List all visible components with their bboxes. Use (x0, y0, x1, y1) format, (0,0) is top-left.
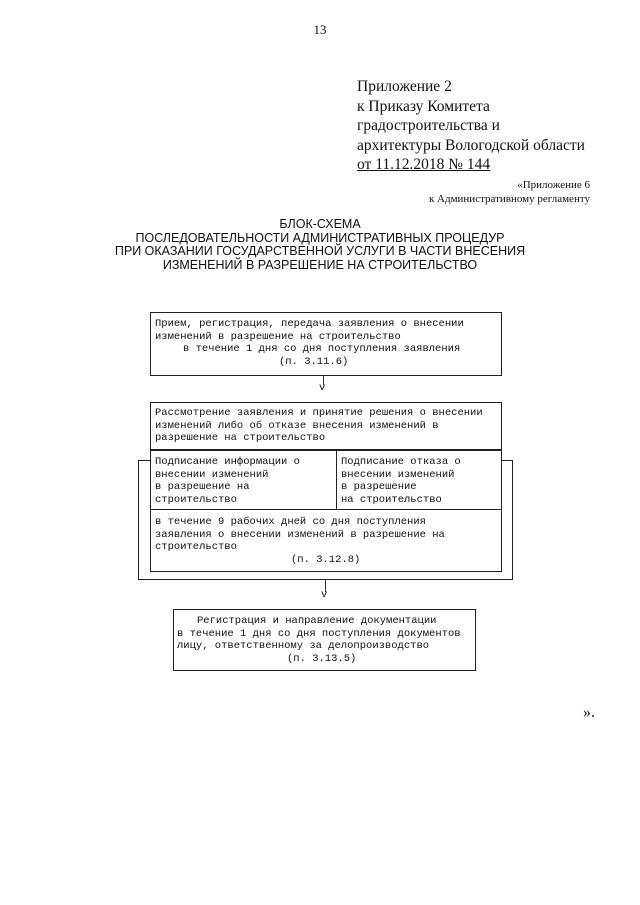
branch-text: в разрешение на (155, 481, 250, 493)
title-line: БЛОК-СХЕМА (279, 217, 361, 231)
order-date-number: от 11.12.2018 № 144 (357, 156, 491, 173)
branch-text: Подписание информации о (155, 456, 300, 468)
step-text: Регистрация и направление документации (197, 615, 437, 627)
appendix-line: градостроительства и (357, 117, 500, 134)
step-registration-box (173, 609, 476, 671)
page-number: 13 (313, 22, 327, 37)
step-reception-box (150, 312, 502, 376)
branch-text: Подписание отказа о (341, 456, 461, 468)
branch-text: на строительство (341, 493, 442, 506)
appendix-line: архитектуры Вологодской области (357, 136, 585, 154)
arrow-down-icon: v (319, 382, 326, 394)
step-review-box (150, 402, 502, 450)
step-reference: (п. 3.13.5) (287, 652, 357, 665)
appendix-header (357, 77, 585, 175)
term-box (150, 509, 502, 572)
branch-text: внесении изменений (155, 468, 269, 481)
branch-text: строительство (155, 493, 237, 506)
regulation-line: к Административному регламенту (428, 193, 590, 205)
appendix-line: к Приказу Комитета (357, 97, 490, 115)
title-line: ПРИ ОКАЗАНИИ ГОСУДАРСТВЕННОЙ УСЛУГИ В ЧАСТИ ВНЕСЕНИЯ (114, 244, 526, 258)
step-text: Прием, регистрация, передача заявления о внесении (155, 318, 464, 330)
step-text: Рассмотрение заявления и принятие решения о внесении (155, 407, 483, 419)
arrow-down-icon: v (321, 589, 328, 601)
branch-text: внесении изменений (341, 468, 455, 481)
step-deadline: в течение 1 дня со дня поступления заявления (183, 343, 461, 355)
step-text: разрешение на строительство (155, 432, 326, 444)
term-text: заявления о внесении изменений в разрешение на (155, 528, 445, 541)
term-text: в течение 9 рабочих дней со дня поступления (155, 516, 426, 528)
title-line: ПОСЛЕДОВАТЕЛЬНОСТИ АДМИНИСТРАТИВНЫХ ПРОЦЕДУР (135, 230, 505, 245)
title-line: ИЗМЕНЕНИЙ В РАЗРЕШЕНИЕ НА СТРОИТЕЛЬСТВО (162, 257, 478, 272)
term-reference: (п. 3.12.8) (291, 553, 361, 566)
branch-approval-box (150, 450, 337, 510)
step-text: лицу, ответственному за делопроизводство (177, 640, 430, 652)
document-title (0, 218, 640, 272)
branch-refusal-box (336, 450, 502, 510)
branch-text: в разрешение (341, 481, 417, 493)
step-reference: (п. 3.11.6) (279, 355, 349, 368)
step-text: изменений либо об отказе внесения изменений в (155, 419, 439, 432)
closing-quote: ». (583, 704, 595, 721)
term-text: строительство (155, 541, 237, 553)
regulation-reference (429, 178, 590, 206)
step-text: изменений в разрешение на строительство (155, 330, 401, 343)
appendix-line: Приложение 2 (357, 78, 452, 95)
step-deadline: в течение 1 дня со дня поступления документов (177, 627, 461, 640)
regulation-line: «Приложение 6 (517, 179, 590, 191)
